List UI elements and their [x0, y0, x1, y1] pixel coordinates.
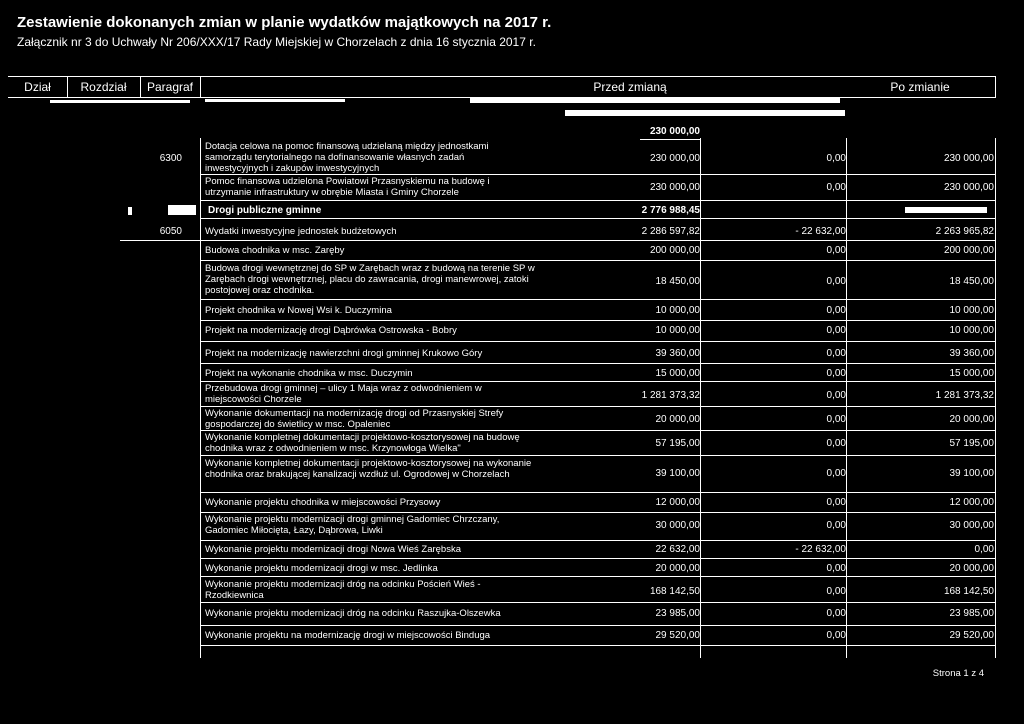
- row-change: - 22 632,00: [795, 226, 846, 237]
- row-after: 2 263 965,82: [935, 226, 994, 237]
- row-change: 0,00: [826, 497, 846, 508]
- row-after: 0,00: [974, 544, 994, 555]
- grid-right-border: [995, 138, 996, 658]
- row-before: 2 286 597,82: [641, 226, 700, 237]
- row-change: 0,00: [826, 468, 846, 479]
- row-separator: [200, 299, 996, 300]
- table-bottom-border: [200, 645, 996, 646]
- row-change: 0,00: [826, 414, 846, 425]
- section-value: 2 776 988,45: [641, 205, 700, 216]
- row-desc: Wykonanie projektu modernizacji drogi Nowa Wieś Zarębska: [205, 544, 461, 555]
- scan-artifact: [205, 99, 345, 102]
- row-separator: [200, 200, 996, 201]
- row-change: 0,00: [826, 348, 846, 359]
- row-before: 200 000,00: [649, 245, 700, 256]
- row-before: 18 450,00: [655, 276, 700, 287]
- row-before: 12 000,00: [655, 497, 700, 508]
- row-desc: Wykonanie projektu modernizacji dróg na odcinku Raszujka-Olszewka: [205, 608, 501, 619]
- header-po-zmianie: Po zmianie: [890, 80, 950, 94]
- document-title: Zestawienie dokonanych zmian w planie wydatków majątkowych na 2017 r.: [17, 14, 552, 31]
- section-after-block: [905, 207, 987, 213]
- row-desc: Projekt na modernizację drogi Dąbrówka Ostrowska - Bobry: [205, 325, 457, 336]
- row-desc: Wykonanie projektu chodnika w miejscowości Przysowy: [205, 497, 441, 508]
- row-change: 0,00: [826, 368, 846, 379]
- header-przed-zmiana: Przed zmianą: [593, 80, 667, 94]
- row-separator: [200, 512, 996, 513]
- top-partial-value: 230 000,00: [649, 126, 700, 137]
- row-before: 230 000,00: [649, 182, 700, 193]
- row-after: 39 100,00: [949, 468, 994, 479]
- row-after: 18 450,00: [949, 276, 994, 287]
- row-change: 0,00: [826, 608, 846, 619]
- row-separator: [200, 260, 996, 261]
- row-before: 1 281 373,32: [641, 390, 700, 401]
- top-partial-underline: [640, 139, 700, 140]
- row-separator: [200, 406, 996, 407]
- row-after: 10 000,00: [949, 305, 994, 316]
- section-marker: [128, 207, 132, 215]
- row-separator: [200, 174, 996, 175]
- row-desc: Budowa chodnika w msc. Zaręby: [205, 245, 345, 256]
- row-desc: Wykonanie kompletnej dokumentacji projektowo-kosztorysowej na budowę chodnika wraz z odwodnieniem w msc. Krzynowłoga Wielka": [205, 432, 520, 454]
- row-before: 39 100,00: [655, 468, 700, 479]
- scan-artifact: [470, 98, 840, 103]
- row-before: 30 000,00: [655, 520, 700, 531]
- row-after: 168 142,50: [943, 586, 994, 597]
- scan-artifact: [565, 110, 845, 116]
- row-before: 22 632,00: [655, 544, 700, 555]
- page-number: Strona 1 z 4: [932, 668, 984, 679]
- row-separator: [200, 381, 996, 382]
- row-before: 230 000,00: [649, 153, 700, 164]
- header-divider-3: [200, 76, 201, 98]
- row-after: 30 000,00: [949, 520, 994, 531]
- row-separator: [120, 240, 996, 241]
- row-desc: Wykonanie dokumentacji na modernizację drogi od Przasnyskiej Strefy gospodarczej do świetlicy w msc. Opaleniec: [205, 408, 504, 430]
- row-desc: Wykonanie projektu na modernizację drogi w miejscowości Binduga: [205, 630, 491, 641]
- header-top-border: [8, 76, 996, 77]
- row-before: 15 000,00: [655, 368, 700, 379]
- row-change: 0,00: [826, 630, 846, 641]
- row-separator: [200, 363, 996, 364]
- row-separator: [200, 602, 996, 603]
- row-change: 0,00: [826, 305, 846, 316]
- row-change: 0,00: [826, 182, 846, 193]
- document-subtitle: Załącznik nr 3 do Uchwały Nr 206/XXX/17 Rady Miejskiej w Chorzelach z dnia 16 stycznia 2017 r.: [17, 35, 536, 49]
- scan-artifact: [50, 100, 190, 103]
- row-change: - 22 632,00: [795, 544, 846, 555]
- header-paragraf: Paragraf: [146, 80, 194, 94]
- row-before: 20 000,00: [655, 563, 700, 574]
- row-desc: Dotacja celowa na pomoc finansową udzielaną między jednostkami samorządu terytorialnego na dofinansowanie własnych zadań inwestycyjnych i zakupów inwestycyjnych: [205, 141, 489, 174]
- row-after: 15 000,00: [949, 368, 994, 379]
- row-separator: [200, 540, 996, 541]
- row-separator: [200, 558, 996, 559]
- section-code-block: [168, 205, 196, 215]
- row-change: 0,00: [826, 563, 846, 574]
- row-desc: Wydatki inwestycyjne jednostek budżetowych: [205, 226, 397, 237]
- row-separator: [200, 320, 996, 321]
- header-dzial: Dział: [24, 80, 51, 94]
- row-after: 39 360,00: [949, 348, 994, 359]
- row-change: 0,00: [826, 325, 846, 336]
- row-desc: Wykonanie projektu modernizacji drogi w msc. Jedlinka: [205, 563, 438, 574]
- row-after: 230 000,00: [943, 153, 994, 164]
- row-before: 57 195,00: [655, 438, 700, 449]
- row-change: 0,00: [826, 438, 846, 449]
- row-after: 23 985,00: [949, 608, 994, 619]
- grid-values-divider: [700, 138, 701, 658]
- row-separator: [200, 455, 996, 456]
- row-separator: [200, 576, 996, 577]
- section-label: Drogi publiczne gminne: [208, 205, 322, 216]
- row-change: 0,00: [826, 586, 846, 597]
- row-desc: Wykonanie projektu modernizacji dróg na odcinku Poścień Wieś - Rzodkiewnica: [205, 579, 481, 601]
- row-desc: Budowa drogi wewnętrznej do SP w Zarębach wraz z budową na terenie SP w Zarębach drogi wewnętrznej, placu do zawracania, drogi manewrowej, zatoki postojowej oraz chodnika.: [205, 263, 535, 296]
- row-after: 20 000,00: [949, 563, 994, 574]
- row-separator: [200, 625, 996, 626]
- grid-change-divider: [846, 138, 847, 658]
- row-after: 1 281 373,32: [935, 390, 994, 401]
- row-desc: Przebudowa drogi gminnej – ulicy 1 Maja wraz z odwodnieniem w miejscowości Chorzele: [205, 383, 482, 405]
- row-before: 39 360,00: [655, 348, 700, 359]
- row-separator: [200, 341, 996, 342]
- row-change: 0,00: [826, 390, 846, 401]
- row-desc: Projekt chodnika w Nowej Wsi k. Duczymina: [205, 305, 392, 316]
- row-change: 0,00: [826, 245, 846, 256]
- row-after: 12 000,00: [949, 497, 994, 508]
- row-after: 57 195,00: [949, 438, 994, 449]
- row-desc: Wykonanie kompletnej dokumentacji projektowo-kosztorysowej na wykonanie chodnika oraz brakującej kanalizacji wzdłuż ul. Ogrodowej w Chorzelach: [205, 458, 532, 480]
- row-code: 6300: [159, 153, 182, 164]
- header-divider-4: [995, 76, 996, 98]
- row-after: 200 000,00: [943, 245, 994, 256]
- row-separator: [200, 430, 996, 431]
- row-before: 23 985,00: [655, 608, 700, 619]
- row-before: 10 000,00: [655, 305, 700, 316]
- row-after: 230 000,00: [943, 182, 994, 193]
- row-change: 0,00: [826, 276, 846, 287]
- grid-left-divider: [200, 138, 201, 658]
- row-separator: [200, 218, 996, 219]
- row-desc: Projekt na wykonanie chodnika w msc. Duczymin: [205, 368, 413, 379]
- row-before: 29 520,00: [655, 630, 700, 641]
- row-separator: [200, 492, 996, 493]
- row-change: 0,00: [826, 153, 846, 164]
- row-desc: Projekt na modernizację nawierzchni drogi gminnej Krukowo Góry: [205, 348, 483, 359]
- row-desc: Wykonanie projektu modernizacji drogi gminnej Gadomiec Chrzczany, Gadomiec Miłocięta, Łazy, Dąbrowa, Liwki: [205, 514, 500, 536]
- row-change: 0,00: [826, 520, 846, 531]
- row-code: 6050: [159, 226, 182, 237]
- row-after: 20 000,00: [949, 414, 994, 425]
- row-before: 20 000,00: [655, 414, 700, 425]
- row-after: 10 000,00: [949, 325, 994, 336]
- row-before: 10 000,00: [655, 325, 700, 336]
- header-rozdzial: Rozdział: [80, 80, 127, 94]
- row-after: 29 520,00: [949, 630, 994, 641]
- row-desc: Pomoc finansowa udzielona Powiatowi Przasnyskiemu na budowę i utrzymanie infrastruktury w obrębie Miasta i Gminy Chorzele: [205, 176, 490, 198]
- row-before: 168 142,50: [649, 586, 700, 597]
